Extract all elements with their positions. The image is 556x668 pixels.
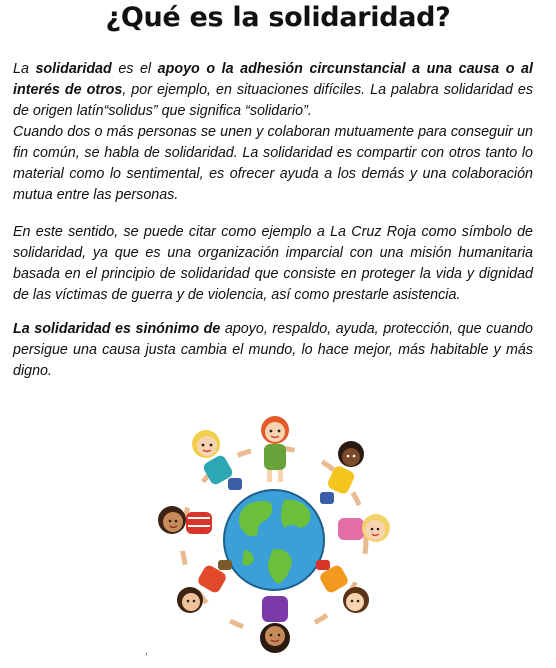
child-bottom [260, 596, 290, 653]
child-bottom-right [316, 560, 369, 613]
page-title: ¿Qué es la solidaridad? [105, 2, 451, 33]
child-top-left [192, 430, 242, 490]
definition-paragraph [13, 59, 533, 206]
definition-connector: es el [118, 61, 152, 77]
child-top-right [320, 441, 364, 504]
child-bottom-left [177, 560, 232, 613]
synonym-paragraph [13, 319, 533, 382]
example-paragraph: En este sentido, se puede citar como ejemplo a La Cruz Roja como símbolo de solidaridad, ya que es una organización imparcial con una misión humanitaria basada en el principio de solidaridad que consiste en proteger la vida y dignidad de las víctimas de guerra y de violencia, así como prestarle asistencia. [13, 224, 533, 303]
term-solidaridad: solidaridad [35, 61, 112, 77]
definition-lead: La [13, 61, 29, 77]
footer-mark: , [145, 646, 148, 657]
definition-second-part: Cuando dos o más personas se unen y colaboran mutuamente para conseguir un fin común, se habla de solidaridad. La solidaridad es compartir con otros tanto lo material como lo sentimental, es ofrecer ayuda a los demás y una colaboración mutua entre las personas. [13, 124, 533, 203]
synonym-lead: La solidaridad es sinónimo de [13, 321, 221, 337]
child-top [261, 416, 289, 482]
globe-icon [224, 490, 324, 590]
children-around-globe-illustration [144, 400, 404, 662]
synonym-list: apoyo, respaldo, ayuda, protección, que cuando persigue una causa justa cambia el mundo, lo hace mejor, más habitable y más digno. [13, 321, 534, 379]
definition-highlight: apoyo o la adhesión circunstancial a una causa o al interés de otros [13, 61, 533, 98]
definition-tail: , por ejemplo, en situaciones difíciles. La palabra solidaridad es de origen latín“solidus” que significa “solidario”. [13, 82, 533, 119]
